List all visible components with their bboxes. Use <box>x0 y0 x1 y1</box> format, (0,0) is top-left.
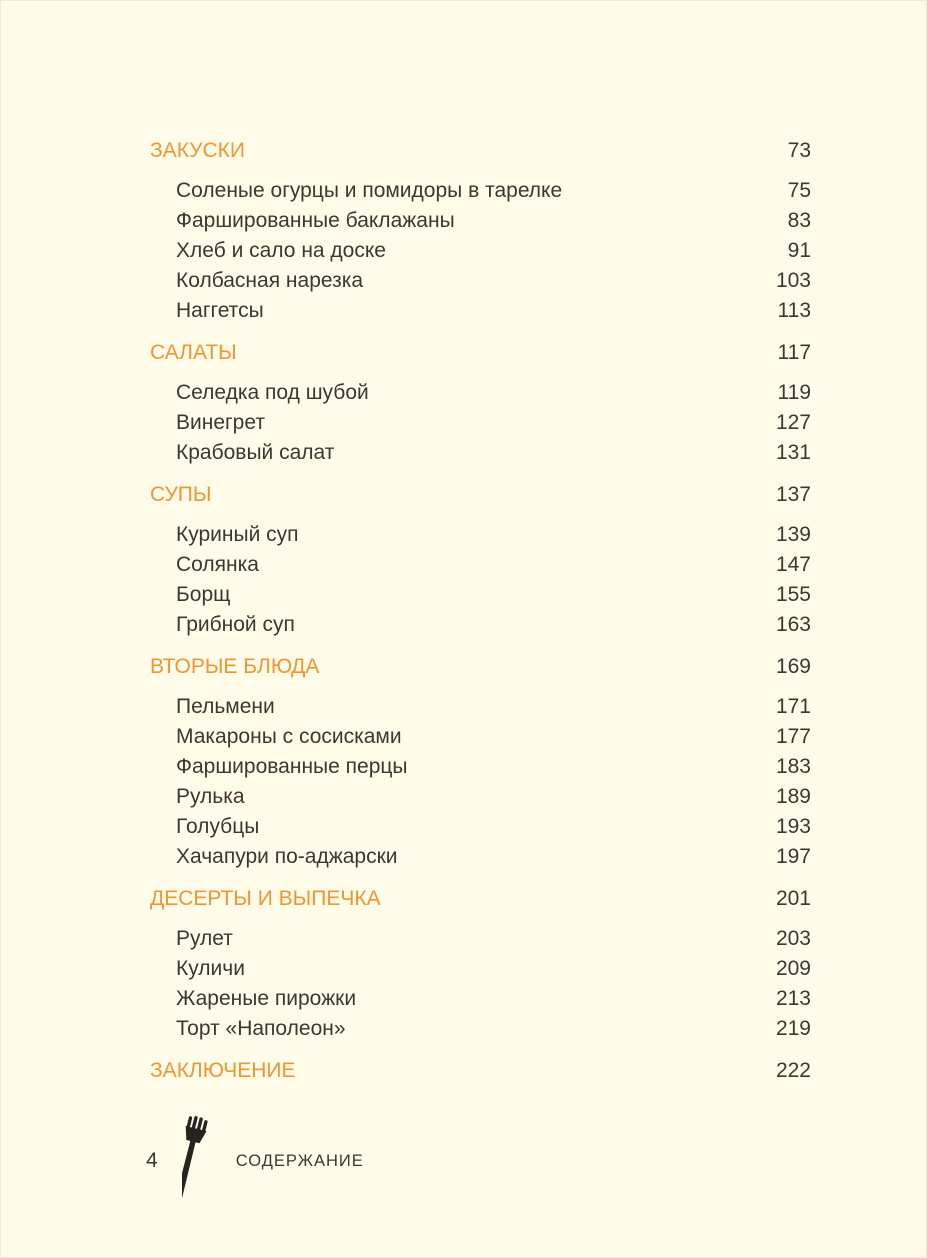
toc-entry-row <box>150 550 811 580</box>
page-number: 4 <box>146 1149 158 1172</box>
item-page-number: 203 <box>775 927 811 950</box>
toc-section <box>150 652 811 872</box>
toc-entry-row <box>150 408 811 438</box>
section-items <box>150 924 811 1044</box>
item-page-number: 219 <box>775 1017 811 1040</box>
toc-entry-row <box>150 924 811 954</box>
item-label: Колбасная нарезка <box>176 269 364 292</box>
section-page-number: 222 <box>775 1059 811 1082</box>
toc-entry-row <box>150 520 811 550</box>
toc-entry-row <box>150 842 811 872</box>
toc-section <box>150 480 811 640</box>
item-label: Куличи <box>176 957 245 980</box>
item-label: Винегрет <box>176 411 265 434</box>
toc-entry-row <box>150 236 811 266</box>
section-row <box>150 884 811 914</box>
item-label: Наггетсы <box>176 299 264 322</box>
item-label: Селедка под шубой <box>176 381 369 404</box>
toc-entry-row <box>150 176 811 206</box>
toc-entry-row <box>150 610 811 640</box>
item-page-number: 103 <box>775 269 811 292</box>
item-page-number: 119 <box>777 381 811 404</box>
item-page-number: 183 <box>775 755 811 778</box>
toc-entry-row <box>150 438 811 468</box>
section-page-number: 73 <box>787 139 811 162</box>
section-title: ВТОРЫЕ БЛЮДА <box>150 655 320 678</box>
toc-entry-row <box>150 580 811 610</box>
item-page-number: 83 <box>787 209 811 232</box>
section-items <box>150 520 811 640</box>
section-title: ДЕСЕРТЫ И ВЫПЕЧКА <box>150 887 381 910</box>
toc-entry-row <box>150 954 811 984</box>
page-footer <box>146 1116 364 1206</box>
item-label: Жареные пирожки <box>176 987 357 1010</box>
item-label: Фаршированные перцы <box>176 755 408 778</box>
section-page-number: 201 <box>775 887 811 910</box>
toc-entry-row <box>150 752 811 782</box>
toc-entry-row <box>150 296 811 326</box>
toc-entry-row <box>150 782 811 812</box>
toc-section <box>150 1056 811 1086</box>
toc-entry-row <box>150 206 811 236</box>
section-page-number: 117 <box>777 341 811 364</box>
chapter-label: СОДЕРЖАНИЕ <box>235 1151 364 1170</box>
item-label: Солянка <box>176 553 259 576</box>
section-row <box>150 652 811 682</box>
toc-section <box>150 136 811 326</box>
item-page-number: 113 <box>777 299 811 322</box>
section-title: СУПЫ <box>150 483 212 506</box>
section-items <box>150 378 811 468</box>
toc-entry-row <box>150 692 811 722</box>
section-items <box>150 176 811 326</box>
item-page-number: 139 <box>775 523 811 546</box>
toc-entry-row <box>150 266 811 296</box>
section-row <box>150 1056 811 1086</box>
toc-entry-row <box>150 984 811 1014</box>
item-page-number: 193 <box>775 815 811 838</box>
item-page-number: 209 <box>775 957 811 980</box>
item-page-number: 155 <box>775 583 811 606</box>
toc-section <box>150 338 811 468</box>
item-label: Куриный суп <box>176 523 299 546</box>
item-label: Борщ <box>176 583 231 606</box>
item-label: Торт «Наполеон» <box>176 1017 346 1040</box>
item-label: Рулька <box>176 785 245 808</box>
item-label: Хачапури по-аджарски <box>176 845 398 868</box>
item-page-number: 147 <box>775 553 811 576</box>
table-of-contents <box>150 136 811 1096</box>
section-row <box>150 136 811 166</box>
section-row <box>150 338 811 368</box>
toc-entry-row <box>150 1014 811 1044</box>
item-page-number: 127 <box>775 411 811 434</box>
section-items <box>150 692 811 872</box>
item-page-number: 197 <box>775 845 811 868</box>
fork-icon <box>182 1116 220 1206</box>
item-label: Голубцы <box>176 815 260 838</box>
toc-entry-row <box>150 812 811 842</box>
section-row <box>150 480 811 510</box>
section-title: ЗАКЛЮЧЕНИЕ <box>150 1059 296 1082</box>
section-title: САЛАТЫ <box>150 341 237 364</box>
item-page-number: 213 <box>775 987 811 1010</box>
section-page-number: 169 <box>775 655 811 678</box>
item-page-number: 91 <box>787 239 811 262</box>
section-title: ЗАКУСКИ <box>150 139 245 162</box>
item-page-number: 171 <box>775 695 811 718</box>
item-label: Грибной суп <box>176 613 295 636</box>
item-page-number: 75 <box>787 179 811 202</box>
item-page-number: 131 <box>775 441 811 464</box>
toc-section <box>150 884 811 1044</box>
toc-entry-row <box>150 722 811 752</box>
item-label: Соленые огурцы и помидоры в тарелке <box>176 179 563 202</box>
item-label: Фаршированные баклажаны <box>176 209 455 232</box>
item-label: Пельмени <box>176 695 275 718</box>
toc-entry-row <box>150 378 811 408</box>
item-label: Рулет <box>176 927 233 950</box>
item-label: Крабовый салат <box>176 441 335 464</box>
item-label: Макароны с сосисками <box>176 725 402 748</box>
item-page-number: 189 <box>775 785 811 808</box>
item-label: Хлеб и сало на доске <box>176 239 386 262</box>
section-page-number: 137 <box>775 483 811 506</box>
item-page-number: 163 <box>775 613 811 636</box>
item-page-number: 177 <box>775 725 811 748</box>
